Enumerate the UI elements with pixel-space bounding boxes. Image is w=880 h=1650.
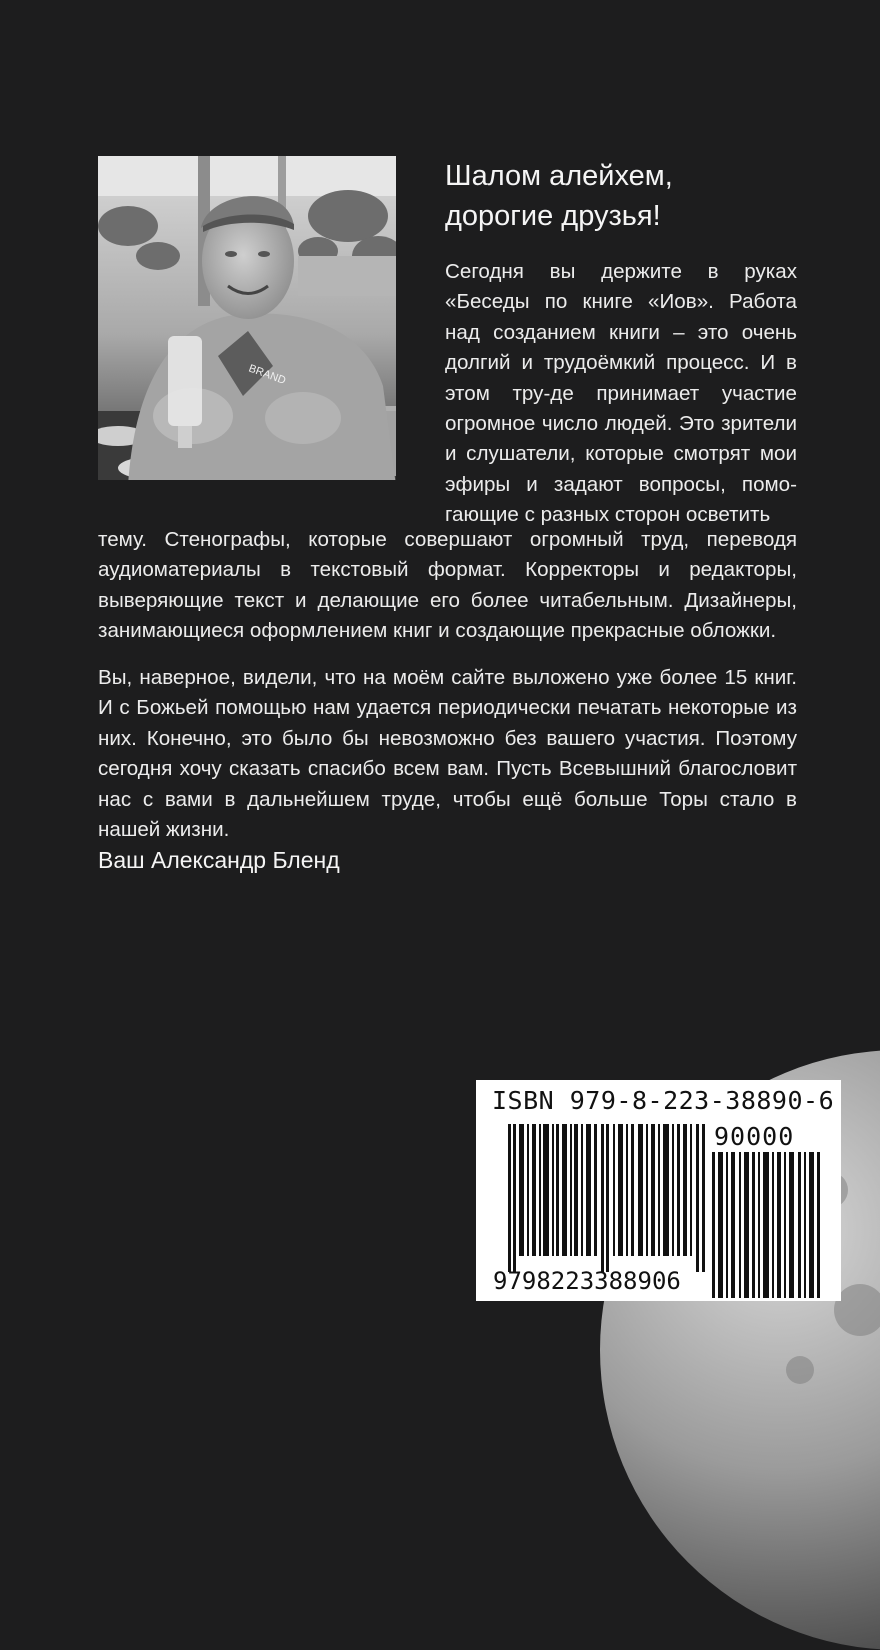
greeting-heading	[445, 156, 845, 236]
price-code: 90000	[714, 1122, 795, 1151]
greeting-line-2: дорогие друзья!	[445, 200, 661, 232]
author-photo-illustration	[98, 156, 396, 480]
ean-digits: 9798223388906	[493, 1267, 681, 1295]
paragraph-1-bottom: тему. Стенографы, которые совершают огромный труд, переводя аудиоматериалы в текстовый формат. Корректоры и редакторы, выверяющие текст и делающие его более читабельным. Дизайнеры, занимающиеся оформлением книг и создающие прекрасные обложки.	[98, 528, 797, 643]
signature: Ваш Александр Бленд	[98, 847, 340, 873]
barcode-bars-main	[508, 1124, 708, 1272]
isbn-barcode	[476, 1080, 841, 1301]
author-photo	[98, 156, 396, 480]
greeting-line-1: Шалом алейхем,	[445, 160, 673, 192]
barcode-bars-addon	[712, 1152, 824, 1298]
isbn-number: ISBN 979-8-223-38890-6	[492, 1086, 835, 1115]
paragraph-2: Вы, наверное, видели, что на моём сайте выложено уже более 15 книг. И с Божьей помощью нам удается периодически печатать некоторые из них. Конечно, это было бы невозможно без вашего участия. Поэтому сегодня хочу сказать спасибо всем вам. Пусть Всевышний благословит нас с вами в дальнейшем труде, чтобы ещё больше Торы стало в нашей жизни.	[98, 666, 797, 842]
paragraph-1-top: Сегодня вы держите в руках «Беседы по книге «Иов». Работа над созданием книги – это очень долгий и трудоёмкий процесс. И в этом тру-де принимает участие огромное число людей. Это зрители и слушатели, которые смотрят мои эфиры и задают вопросы, помо-гающие с разных сторон осветить	[445, 260, 797, 527]
shirt-print: BRAND	[246, 362, 288, 387]
